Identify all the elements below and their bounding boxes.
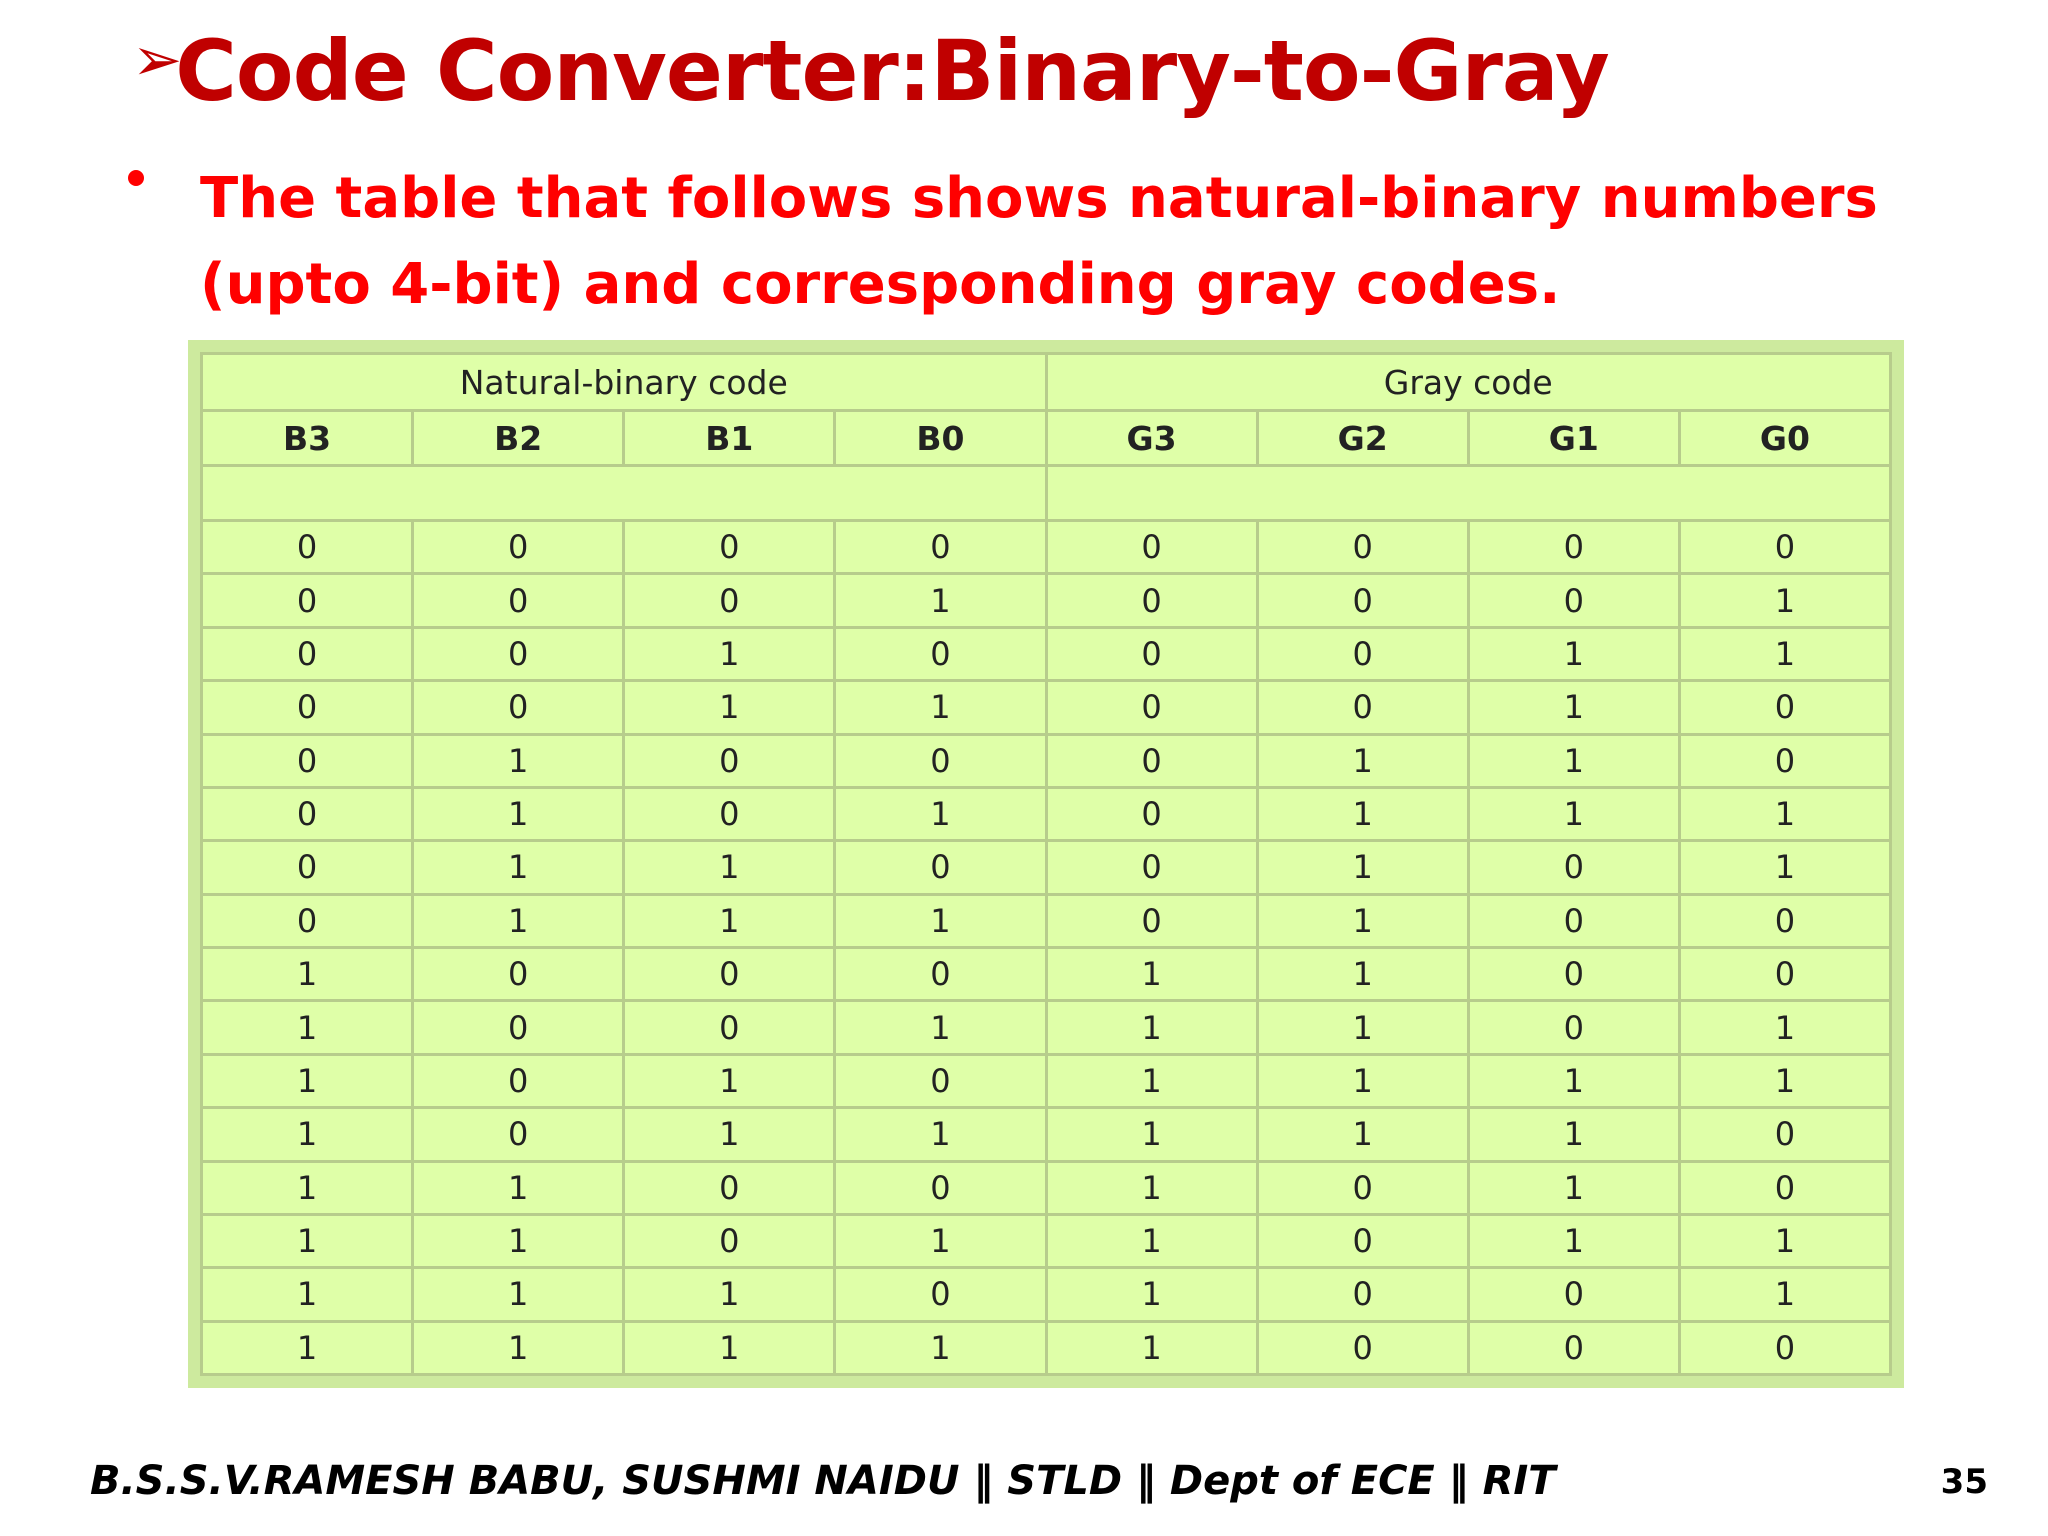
- table-cell: 1: [1046, 948, 1257, 1001]
- table-cell: 0: [1046, 627, 1257, 680]
- table-cell: 0: [202, 787, 413, 840]
- table-cell: 0: [413, 681, 624, 734]
- table-cell: 1: [624, 1108, 835, 1161]
- bullet-text: The table that follows shows natural-binary numbers (upto 4-bit) and corresponding gray codes.: [200, 166, 1878, 317]
- table-cell: 0: [624, 1214, 835, 1267]
- footer-credits: B.S.S.V.RAMESH BABU, SUSHMI NAIDU ‖ STLD ‖ Dept of ECE ‖ RIT: [90, 1458, 1556, 1504]
- group-header-row: [202, 354, 1891, 411]
- table-cell: 0: [1046, 734, 1257, 787]
- table-cell: 0: [1679, 521, 1890, 574]
- table-cell: 1: [1468, 1214, 1679, 1267]
- table-cell: 1: [1257, 894, 1468, 947]
- column-header: G3: [1046, 411, 1257, 466]
- table-cell: 1: [835, 787, 1046, 840]
- table-cell: 0: [1046, 787, 1257, 840]
- table-cell: 0: [624, 787, 835, 840]
- table-cell: 1: [1046, 1321, 1257, 1374]
- column-header: B0: [835, 411, 1046, 466]
- table-cell: 1: [624, 681, 835, 734]
- table-cell: 1: [413, 787, 624, 840]
- table-cell: 0: [202, 521, 413, 574]
- table-row: [202, 1054, 1891, 1107]
- table-cell: 1: [1046, 1108, 1257, 1161]
- table-cell: 1: [624, 627, 835, 680]
- table-cell: 0: [624, 734, 835, 787]
- table-cell: 0: [202, 681, 413, 734]
- table-cell: 1: [835, 1321, 1046, 1374]
- group-header-gray: Gray code: [1046, 354, 1891, 411]
- table-cell: 0: [1257, 1161, 1468, 1214]
- table-cell: 0: [413, 574, 624, 627]
- table-cell: 0: [1257, 681, 1468, 734]
- table-cell: 1: [1679, 1054, 1890, 1107]
- table-cell: 0: [624, 574, 835, 627]
- table-cell: 1: [202, 1268, 413, 1321]
- conversion-table-frame: [188, 340, 1904, 1388]
- table-cell: 0: [624, 1001, 835, 1054]
- table-cell: 0: [202, 734, 413, 787]
- table-cell: 1: [413, 841, 624, 894]
- table-cell: 1: [1468, 627, 1679, 680]
- table-cell: 0: [1679, 948, 1890, 1001]
- table-cell: 0: [413, 948, 624, 1001]
- table-cell: 1: [202, 1321, 413, 1374]
- table-cell: 0: [413, 521, 624, 574]
- table-row: [202, 574, 1891, 627]
- table-row: [202, 787, 1891, 840]
- table-cell: 0: [202, 841, 413, 894]
- table-cell: 1: [1679, 1268, 1890, 1321]
- table-cell: 0: [413, 1054, 624, 1107]
- table-cell: 0: [1468, 841, 1679, 894]
- table-cell: 0: [1257, 1321, 1468, 1374]
- table-cell: 0: [1046, 894, 1257, 947]
- table-row: [202, 1108, 1891, 1161]
- table-row: [202, 894, 1891, 947]
- table-cell: 0: [1468, 1001, 1679, 1054]
- table-cell: 1: [1257, 948, 1468, 1001]
- table-cell: 0: [202, 574, 413, 627]
- table-cell: 0: [835, 1054, 1046, 1107]
- table-row: [202, 521, 1891, 574]
- table-cell: 1: [1468, 787, 1679, 840]
- table-cell: 0: [624, 1161, 835, 1214]
- table-cell: 0: [835, 627, 1046, 680]
- table-cell: 1: [1046, 1054, 1257, 1107]
- table-cell: 1: [1679, 787, 1890, 840]
- table-row: [202, 627, 1891, 680]
- table-cell: 0: [835, 1161, 1046, 1214]
- table-cell: 0: [1046, 841, 1257, 894]
- column-header: B2: [413, 411, 624, 466]
- table-row: [202, 734, 1891, 787]
- table-cell: 1: [1046, 1001, 1257, 1054]
- table-cell: 0: [624, 521, 835, 574]
- table-cell: 1: [624, 894, 835, 947]
- table-cell: 1: [835, 1001, 1046, 1054]
- table-cell: 0: [1679, 1108, 1890, 1161]
- table-cell: 1: [1679, 627, 1890, 680]
- table-cell: 1: [1679, 841, 1890, 894]
- table-cell: 0: [835, 734, 1046, 787]
- table-cell: 1: [413, 734, 624, 787]
- table-cell: 1: [1046, 1268, 1257, 1321]
- table-row: [202, 948, 1891, 1001]
- table-cell: 0: [1046, 521, 1257, 574]
- table-cell: 1: [1679, 1001, 1890, 1054]
- table-cell: 0: [624, 948, 835, 1001]
- table-cell: 1: [624, 841, 835, 894]
- table-cell: 0: [1046, 681, 1257, 734]
- table-cell: 1: [1468, 1108, 1679, 1161]
- table-cell: 0: [1257, 1214, 1468, 1267]
- table-cell: 0: [1257, 627, 1468, 680]
- blank-cell: [1046, 466, 1891, 521]
- table-row: [202, 1268, 1891, 1321]
- table-cell: 0: [1468, 1268, 1679, 1321]
- table-cell: 0: [1679, 681, 1890, 734]
- table-cell: 1: [1046, 1161, 1257, 1214]
- table-cell: 0: [835, 841, 1046, 894]
- table-cell: 1: [1468, 1161, 1679, 1214]
- table-cell: 0: [1679, 1161, 1890, 1214]
- table-cell: 1: [202, 1001, 413, 1054]
- page-number: 35: [1940, 1462, 1988, 1502]
- table-cell: 1: [1468, 734, 1679, 787]
- table-cell: 1: [413, 894, 624, 947]
- arrow-bullet-icon: ➢: [132, 25, 182, 95]
- binary-gray-table: [200, 352, 1892, 1376]
- table-cell: 1: [1257, 1054, 1468, 1107]
- table-cell: 1: [835, 681, 1046, 734]
- table-cell: 1: [1679, 1214, 1890, 1267]
- table-row: [202, 1321, 1891, 1374]
- table-cell: 1: [1468, 1054, 1679, 1107]
- blank-cell: [202, 466, 1047, 521]
- table-cell: 1: [413, 1268, 624, 1321]
- table-cell: 0: [1679, 1321, 1890, 1374]
- table-cell: 0: [1468, 574, 1679, 627]
- slide-title: [132, 22, 1609, 120]
- bullet-dot-icon: [128, 170, 144, 186]
- column-header: G0: [1679, 411, 1890, 466]
- column-header: G1: [1468, 411, 1679, 466]
- table-cell: 0: [1468, 894, 1679, 947]
- table-cell: 1: [835, 1108, 1046, 1161]
- column-header: G2: [1257, 411, 1468, 466]
- table-cell: 0: [413, 1108, 624, 1161]
- table-cell: 1: [202, 948, 413, 1001]
- table-cell: 0: [1257, 574, 1468, 627]
- blank-spacer-row: [202, 466, 1891, 521]
- table-cell: 0: [413, 627, 624, 680]
- table-cell: 0: [1679, 734, 1890, 787]
- column-header: B3: [202, 411, 413, 466]
- table-cell: 0: [835, 521, 1046, 574]
- table-cell: 0: [202, 894, 413, 947]
- table-cell: 0: [1468, 521, 1679, 574]
- table-row: [202, 681, 1891, 734]
- table-cell: 1: [413, 1321, 624, 1374]
- table-cell: 1: [1257, 841, 1468, 894]
- table-cell: 1: [1468, 681, 1679, 734]
- table-cell: 1: [624, 1054, 835, 1107]
- table-cell: 1: [413, 1214, 624, 1267]
- slide-title-text: Code Converter:Binary-to-Gray: [175, 22, 1609, 120]
- table-cell: 1: [202, 1214, 413, 1267]
- column-header: B1: [624, 411, 835, 466]
- table-cell: 0: [1468, 1321, 1679, 1374]
- table-row: [202, 1161, 1891, 1214]
- table-cell: 0: [1257, 1268, 1468, 1321]
- table-cell: 0: [202, 627, 413, 680]
- table-cell: 0: [1468, 948, 1679, 1001]
- table-cell: 1: [1046, 1214, 1257, 1267]
- table-cell: 1: [413, 1161, 624, 1214]
- table-cell: 0: [835, 1268, 1046, 1321]
- table-cell: 0: [1679, 894, 1890, 947]
- table-cell: 1: [835, 574, 1046, 627]
- table-cell: 0: [1046, 574, 1257, 627]
- table-cell: 1: [624, 1268, 835, 1321]
- table-cell: 1: [624, 1321, 835, 1374]
- table-cell: 0: [413, 1001, 624, 1054]
- table-cell: 0: [835, 948, 1046, 1001]
- table-cell: 1: [835, 894, 1046, 947]
- table-body: [202, 521, 1891, 1375]
- table-cell: 1: [1257, 787, 1468, 840]
- table-cell: 0: [1257, 521, 1468, 574]
- table-cell: 1: [835, 1214, 1046, 1267]
- table-cell: 1: [1257, 734, 1468, 787]
- table-row: [202, 841, 1891, 894]
- table-row: [202, 1001, 1891, 1054]
- table-cell: 1: [202, 1054, 413, 1107]
- table-cell: 1: [202, 1108, 413, 1161]
- column-header-row: [202, 411, 1891, 466]
- table-cell: 1: [1679, 574, 1890, 627]
- table-row: [202, 1214, 1891, 1267]
- table-cell: 1: [202, 1161, 413, 1214]
- table-cell: 1: [1257, 1001, 1468, 1054]
- table-cell: 1: [1257, 1108, 1468, 1161]
- group-header-binary: Natural-binary code: [202, 354, 1047, 411]
